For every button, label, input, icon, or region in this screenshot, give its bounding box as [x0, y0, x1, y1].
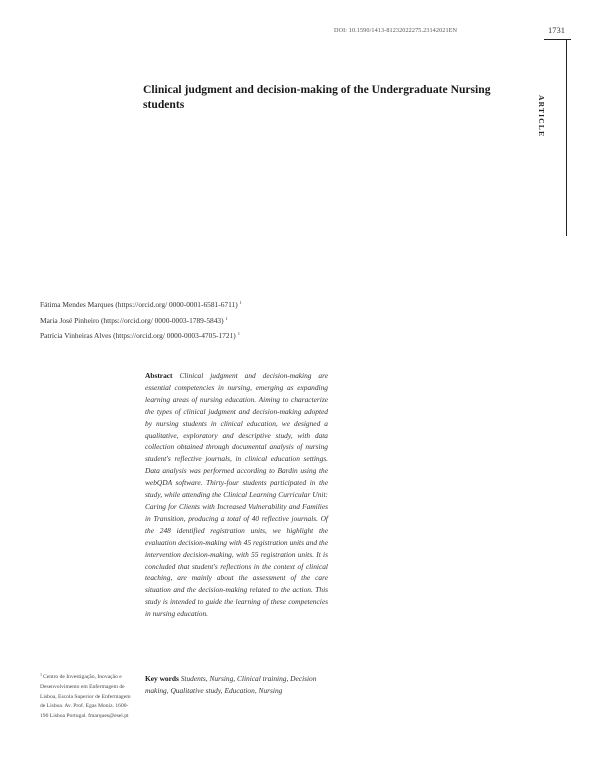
author-name: Patrícia Vinheiras Alves (https://orcid.org/ 0000-0003-4705-1721)	[40, 331, 236, 340]
side-rule	[566, 40, 567, 236]
article-title: Clinical judgment and decision-making of the Undergraduate Nursing students	[143, 83, 491, 111]
author-name: Maria José Pinheiro (https://orcid.org/ 0000-0003-1789-5843)	[40, 315, 224, 325]
affiliation-mark: 1	[40, 672, 42, 677]
page-number: 1731	[548, 25, 565, 35]
author-affiliation-mark: 1	[239, 300, 242, 305]
author-affiliation-mark: 1	[237, 331, 240, 336]
abstract	[145, 370, 328, 620]
affiliation-text: Centro de Investigação, Inovação e Desenvolvimento em Enfermagem de Lisboa, Escola Superior de Enfermagem de Lisboa. Av. Prof. Egas Moniz. 1600-190 Lisboa Portugal. fmarques@esel.pt	[40, 674, 131, 720]
author-entry	[40, 312, 360, 328]
keywords-text: Students, Nursing, Clinical training, Decision making, Qualitative study, Education, Nursing	[145, 674, 317, 695]
keywords-label: Key words	[145, 674, 179, 683]
abstract-label: Abstract	[145, 371, 173, 380]
author-entry	[40, 296, 360, 312]
author-entry	[40, 327, 360, 343]
keywords	[145, 673, 328, 697]
author-affiliation-mark: 1	[225, 315, 228, 321]
doi-text: DOI: 10.1590/1413-81232022275.23142021EN	[334, 27, 458, 34]
section-label: ARTICLE	[537, 95, 546, 138]
affiliation-note	[40, 670, 132, 722]
abstract-text: Clinical judgment and decision-making are essential competencies in nursing, emerging as expanding learning areas of nursing education. Aiming to characterize the types of clinical judgment and decision-making adopted by nursing students in clinical education, we designed a qualitative, exploratory and descriptive study, with data collection obtained through documental analysis of nursing student's reflective journals, in clinical education settings. Data analysis was performed according to Bardin using the webQDA software. Thirty-four students participated in the study, while attending the Clinical Learning Curricular Unit: Caring for Clients with Increased Vulnerability and Families in Transition, producing a total of 40 reflective journals. Of the 248 identified registration units, we highlight the evaluation decision-making with 45 registration units and the intervention decision-making, with 55 registration units. It is concluded that student's reflections in the context of clinical teaching, are mainly about the assessment of the care situation and the decision-making related to the action. This study is intended to guide the learning of these competencies in nursing education.	[145, 371, 328, 619]
author-name: Fátima Mendes Marques (https://orcid.org/ 0000-0001-6581-6711)	[40, 300, 238, 309]
author-list	[40, 296, 360, 343]
